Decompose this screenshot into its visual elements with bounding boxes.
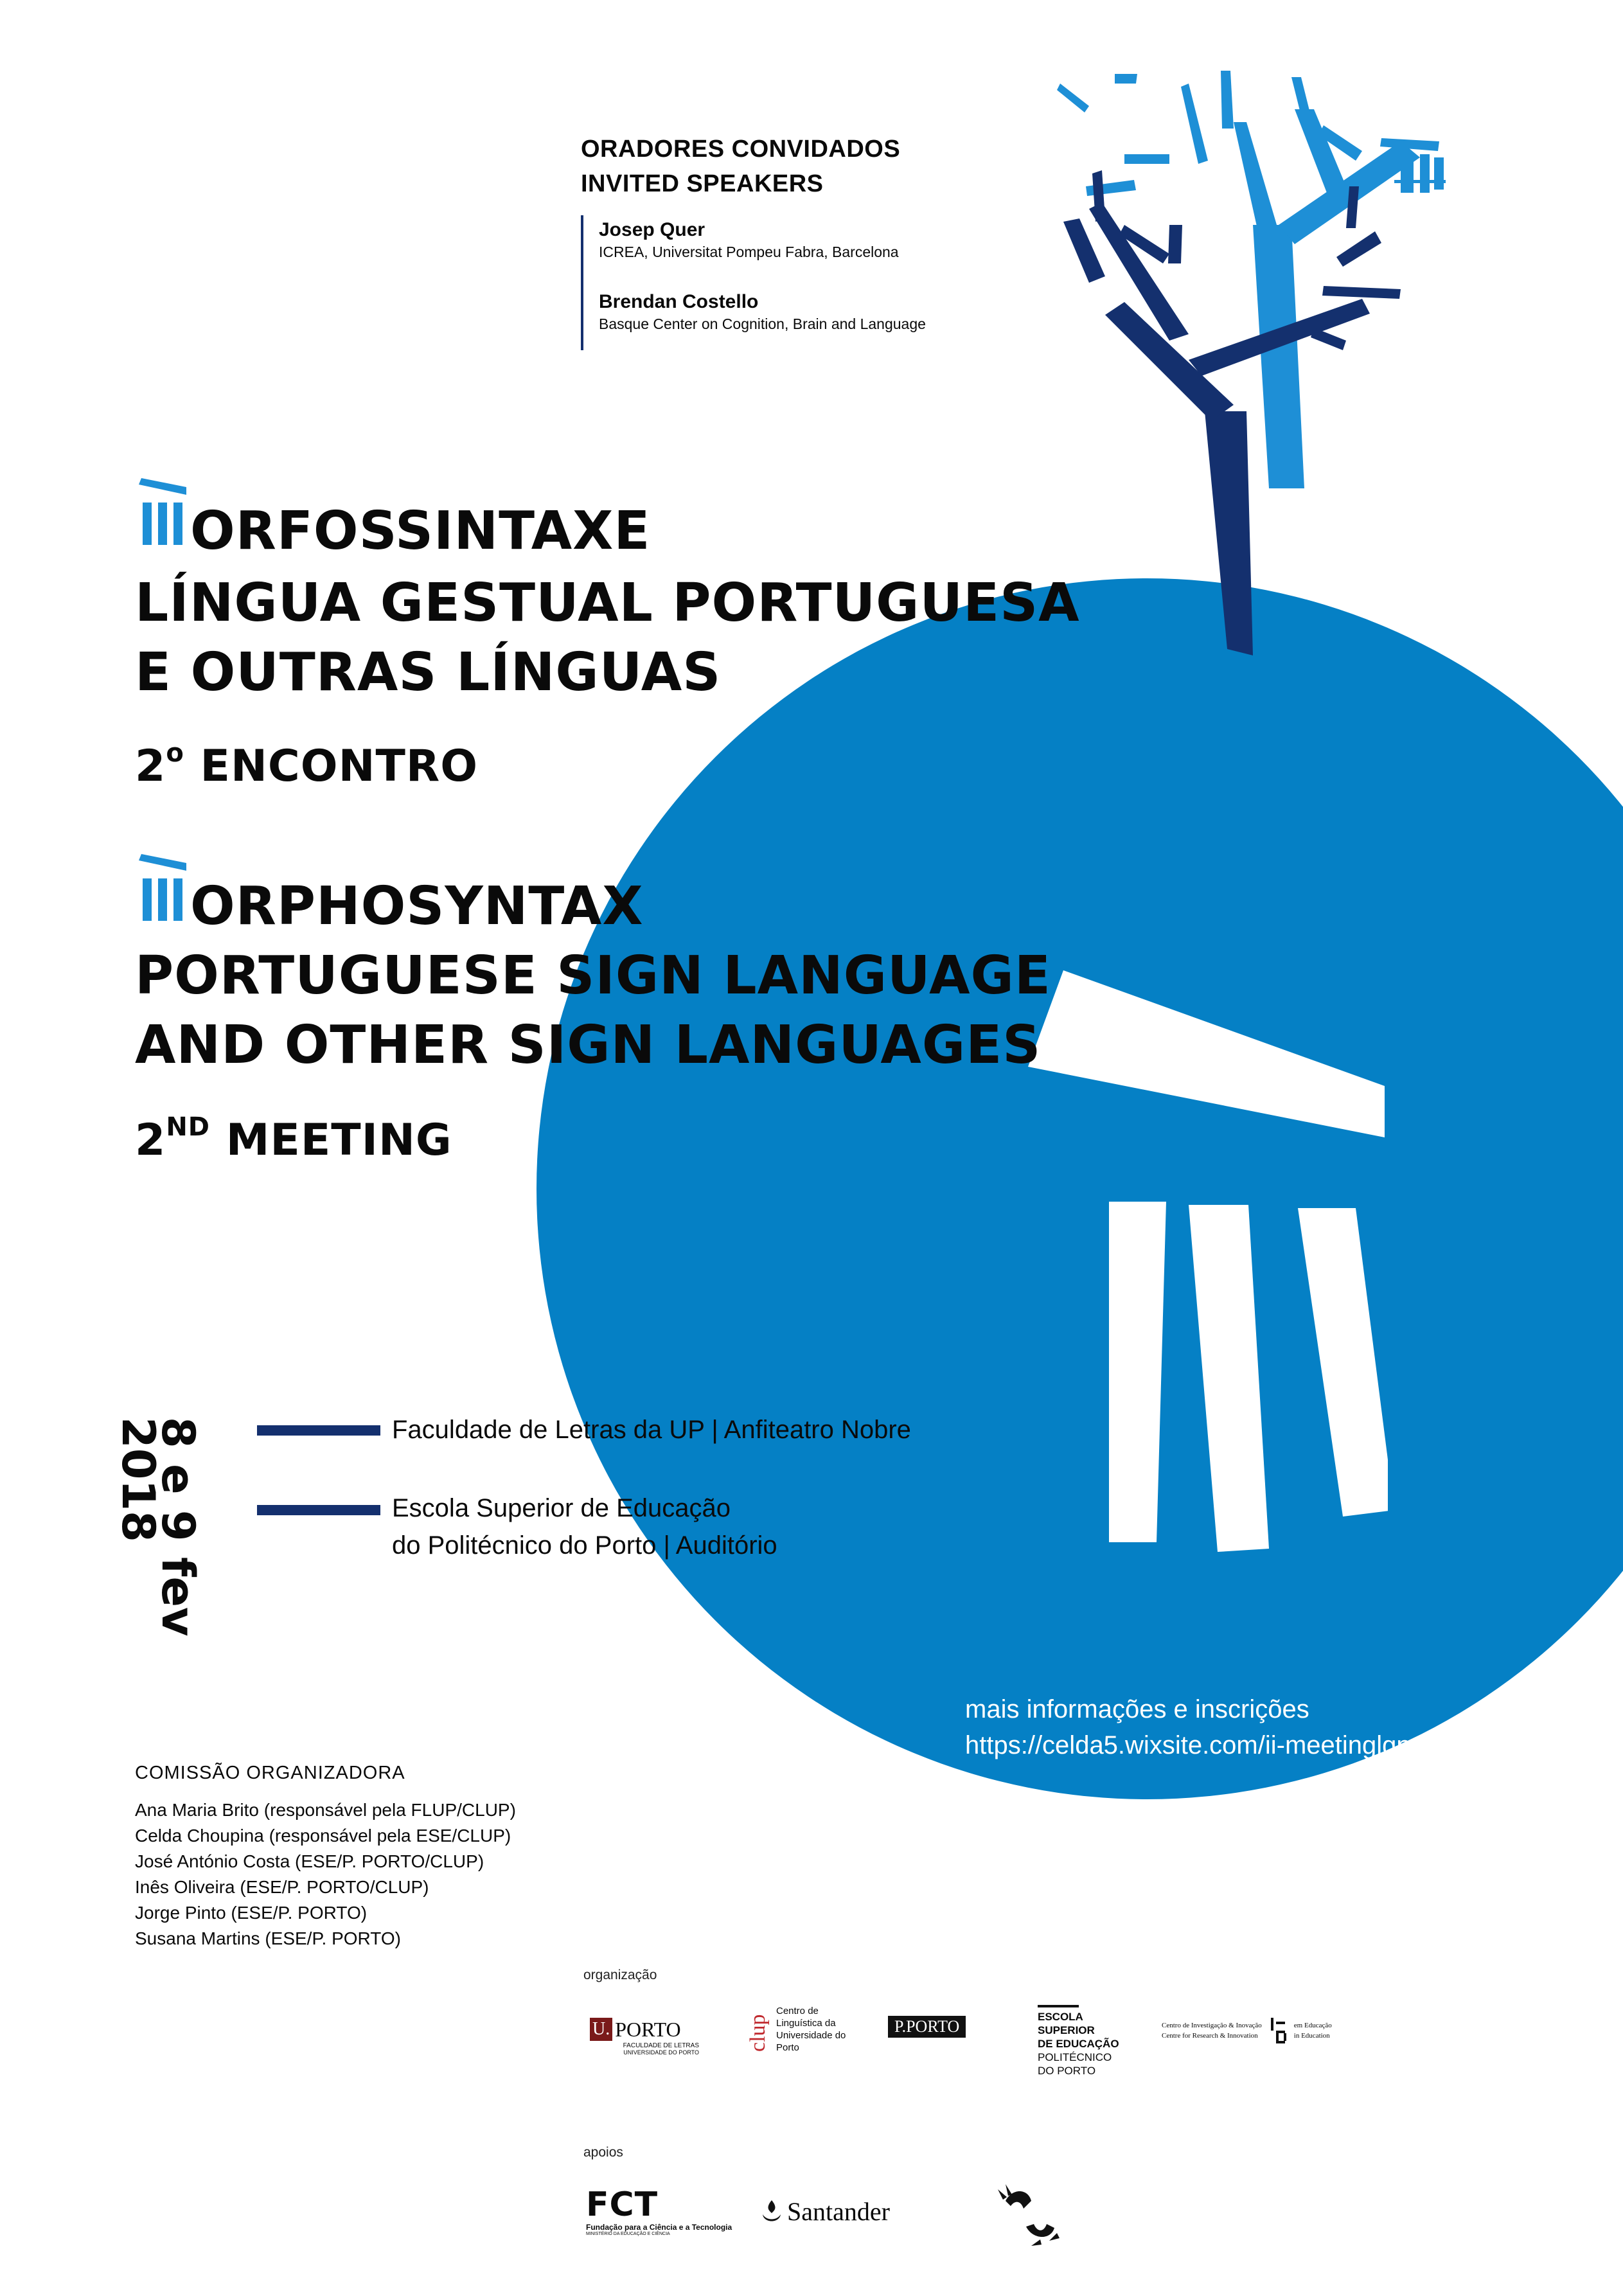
inied-mark-icon — [1268, 2016, 1288, 2045]
committee-list — [135, 1797, 516, 1952]
ese-line-2: SUPERIOR — [1038, 2024, 1095, 2036]
clup-mark: clup — [746, 2014, 770, 2052]
title-en-line2: PORTUGUESE SIGN LANGUAGE — [135, 945, 1051, 1006]
committee-member: Susana Martins (ESE/P. PORTO) — [135, 1928, 401, 1948]
committee-member: Celda Choupina (responsável pela ESE/CLUP) — [135, 1826, 511, 1846]
inied-right-2: in Education — [1293, 2032, 1330, 2040]
title-en-line1: ORPHOSYNTAX — [190, 876, 644, 937]
speaker-name: Brendan Costello — [599, 291, 759, 312]
title-en-line3: AND OTHER SIGN LANGUAGES — [135, 1015, 1042, 1076]
edition-pt-number: 2 — [135, 741, 166, 792]
committee-member: Ana Maria Brito (responsável pela FLUP/CLUP) — [135, 1800, 516, 1820]
speakers-block — [581, 132, 900, 201]
santander-name: Santander — [787, 2197, 890, 2226]
santander-logo — [760, 2198, 890, 2226]
edition-en — [135, 1112, 452, 1166]
venue-2-line2: do Politécnico do Porto | Auditório — [392, 1531, 777, 1560]
clup-logo — [745, 2005, 846, 2054]
clup-text-3: Universidade do — [776, 2030, 846, 2041]
speakers-heading-pt: ORADORES CONVIDADOS — [581, 136, 901, 163]
clup-text-1: Centro de — [776, 2006, 819, 2016]
ese-line-1: ESCOLA — [1038, 2011, 1083, 2023]
committee-member: Inês Oliveira (ESE/P. PORTO/CLUP) — [135, 1877, 429, 1897]
hand-m-icon — [136, 851, 190, 923]
fct-sub-1: Fundação para a Ciência e a Tecnologia — [586, 2223, 732, 2232]
speaker-affiliation: Basque Center on Cognition, Brain and Language — [599, 316, 926, 332]
title-pt-line1: ORFOSSINTAXE — [190, 501, 651, 562]
hands-logo-icon — [993, 2182, 1063, 2252]
flame-icon — [760, 2199, 783, 2225]
fct-mark: FCT — [586, 2185, 659, 2224]
speakers-heading-en: INVITED SPEAKERS — [581, 170, 824, 197]
edition-pt — [135, 738, 479, 792]
ese-logo — [1038, 2005, 1119, 2078]
edition-en-number: 2 — [135, 1115, 166, 1166]
venue-1: Faculdade de Letras da UP | Anfiteatro Nobre — [392, 1416, 911, 1444]
uporto-name: PORTO — [615, 2018, 681, 2041]
title-pt-line2: LÍNGUA GESTUAL PORTUGUESA — [135, 573, 1080, 634]
inied-right-1: em Educação — [1293, 2022, 1332, 2029]
edition-en-ordinal: ND — [166, 1112, 211, 1142]
pporto-logo: P.PORTO — [888, 2016, 966, 2038]
hand-thumb-shape — [1028, 970, 1385, 1137]
hand-finger-1 — [1109, 1202, 1166, 1542]
fct-logo — [586, 2185, 732, 2236]
ese-line-4: POLITÉCNICO — [1038, 2051, 1112, 2063]
clup-text-4: Porto — [776, 2042, 799, 2053]
edition-pt-word: ENCONTRO — [200, 741, 479, 792]
uporto-sub2: UNIVERSIDADE DO PORTO — [623, 2049, 699, 2056]
inied-left-2: Centre for Research & Innovation — [1162, 2032, 1258, 2040]
hand-m-icon — [136, 476, 190, 547]
organization-label: organização — [583, 1968, 657, 1982]
info-url-link[interactable]: https://celda5.wixsite.com/ii-meetinglgp-2018 — [965, 1731, 1477, 1759]
hand-sign-graphic — [1028, 951, 1388, 1568]
speakers-divider — [581, 215, 583, 350]
clup-text-2: Linguística da — [776, 2018, 836, 2029]
inied-left-1: Centro de Investigação & Inovação — [1162, 2022, 1262, 2029]
edition-en-word: MEETING — [226, 1115, 452, 1166]
venue-2-line1: Escola Superior de Educação — [392, 1494, 731, 1522]
speaker-affiliation: ICREA, Universitat Pompeu Fabra, Barcelona — [599, 244, 899, 260]
support-label: apoios — [583, 2145, 623, 2160]
venue-2-bar — [257, 1505, 380, 1515]
committee-member: José António Costa (ESE/P. PORTO/CLUP) — [135, 1851, 484, 1871]
edition-pt-ordinal: o — [166, 738, 184, 768]
ese-line-3: DE EDUCAÇÃO — [1038, 2038, 1119, 2050]
info-heading: mais informações e inscrições — [965, 1695, 1309, 1723]
ese-line-5: DO PORTO — [1038, 2065, 1096, 2077]
speaker-item — [599, 290, 926, 334]
uporto-u-mark: U. — [590, 2018, 612, 2041]
venue-1-bar — [257, 1425, 380, 1436]
hand-finger-2 — [1189, 1205, 1269, 1552]
hand-finger-3 — [1298, 1208, 1388, 1517]
title-pt-line3: E OUTRAS LÍNGUAS — [135, 642, 722, 703]
speaker-name: Josep Quer — [599, 219, 705, 240]
speaker-item — [599, 218, 899, 262]
uporto-logo — [590, 2018, 699, 2056]
fct-sub-2: MINISTÉRIO DA EDUCAÇÃO E CIÊNCIA — [586, 2232, 670, 2236]
inied-logo — [1162, 2016, 1332, 2045]
date-days: 8 e 9 fev — [152, 1417, 204, 1637]
uporto-sub1: FACULDADE DE LETRAS — [623, 2042, 699, 2049]
committee-member: Jorge Pinto (ESE/P. PORTO) — [135, 1903, 368, 1923]
date-year: 2018 — [112, 1417, 164, 1542]
committee-heading: COMISSÃO ORGANIZADORA — [135, 1763, 405, 1783]
